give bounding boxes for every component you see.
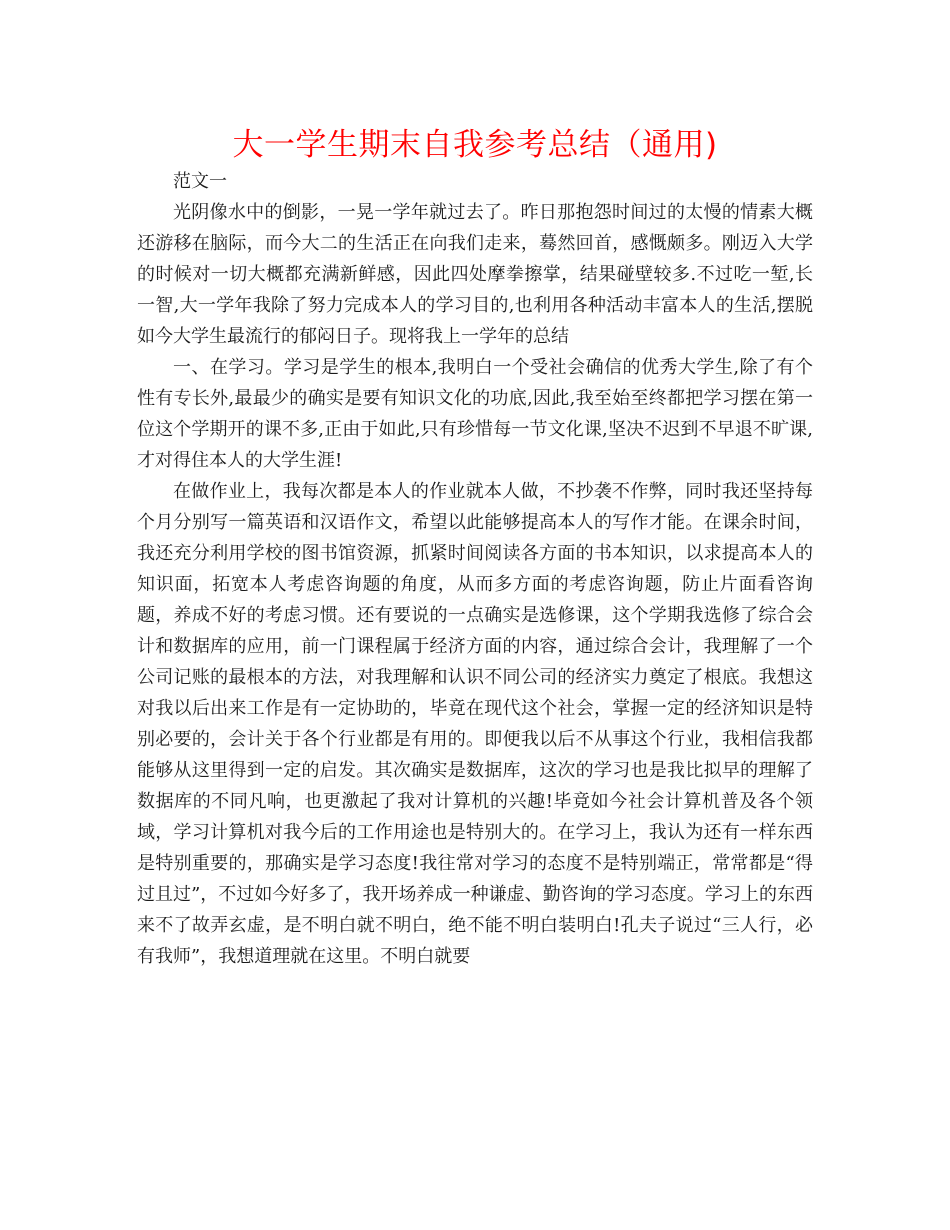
paragraph-label: 范文一 [173,171,227,192]
document-body [137,166,813,972]
paragraph-study: 一、在学习。学习是学生的根本,我明白一个受社会确信的优秀大学生,除了有个性有专长外,最最少的确实是要有知识文化的功底,因此,我至始至终都把学习摆在第一位这个学期开的课不多,正由于如此,只有珍惜每一节文化课,坚决不迟到不早退不旷课,才对得住本人的大学生涯! [137,357,813,471]
page-title: 大一学生期末自我参考总结（通用) [232,127,718,163]
paragraph-homework: 在做作业上，我每次都是本人的作业就本人做，不抄袭不作弊，同时我还坚持每个月分别写一篇英语和汉语作文，希望以此能够提高本人的写作才能。在课余时间，我还充分利用学校的图书馆资源，抓紧时间阅读各方面的书本知识，以求提高本人的知识面，拓宽本人考虑咨询题的角度，从而多方面的考虑咨询题，防止片面看咨询题，养成不好的考虑习惯。还有要说的一点确实是选修课，这个学期我选修了综合会计和数据库的应用，前一门课程属于经济方面的内容，通过综合会计，我理解了一个公司记账的最根本的方法，对我理解和认识不同公司的经济实力奠定了根底。我想这对我以后出来工作是有一定协助的，毕竟在现代这个社会，掌握一定的经济知识是特别必要的，会计关于各个行业都是有用的。即便我以后不从事这个行业，我相信我都能够从这里得到一定的启发。其次确实是数据库，这次的学习也是我比拟早的理解了数据库的不同凡响，也更激起了我对计算机的兴趣!毕竟如今社会计算机普及各个领域，学习计算机对我今后的工作用途也是特别大的。在学习上，我认为还有一样东西是特别重要的，那确实是学习态度!我往常对学习的态度不是特别端正，常常都是“得过且过”，不过如今好多了，我开场养成一种谦虚、勤咨询的学习态度。学习上的东西来不了故弄玄虚，是不明白就不明白，绝不能不明白装明白!孔夫子说过“三人行，必有我师”，我想道理就在这里。不明白就要 [137,481,813,967]
paragraph-intro: 光阴像水中的倒影，一晃一学年就过去了。昨日那抱怨时间过的太慢的情素大概还游移在脑际，而今大二的生活正在向我们走来，蓦然回首，感慨颇多。刚迈入大学的时候对一切大概都充满新鲜感，因此四处摩拳擦掌，结果碰壁较多.不过吃一堑,长一智,大一学年我除了努力完成本人的学习目的,也利用各种活动丰富本人的生活,摆脱如今大学生最流行的郁闷日子。现将我上一学年的总结 [137,202,813,347]
